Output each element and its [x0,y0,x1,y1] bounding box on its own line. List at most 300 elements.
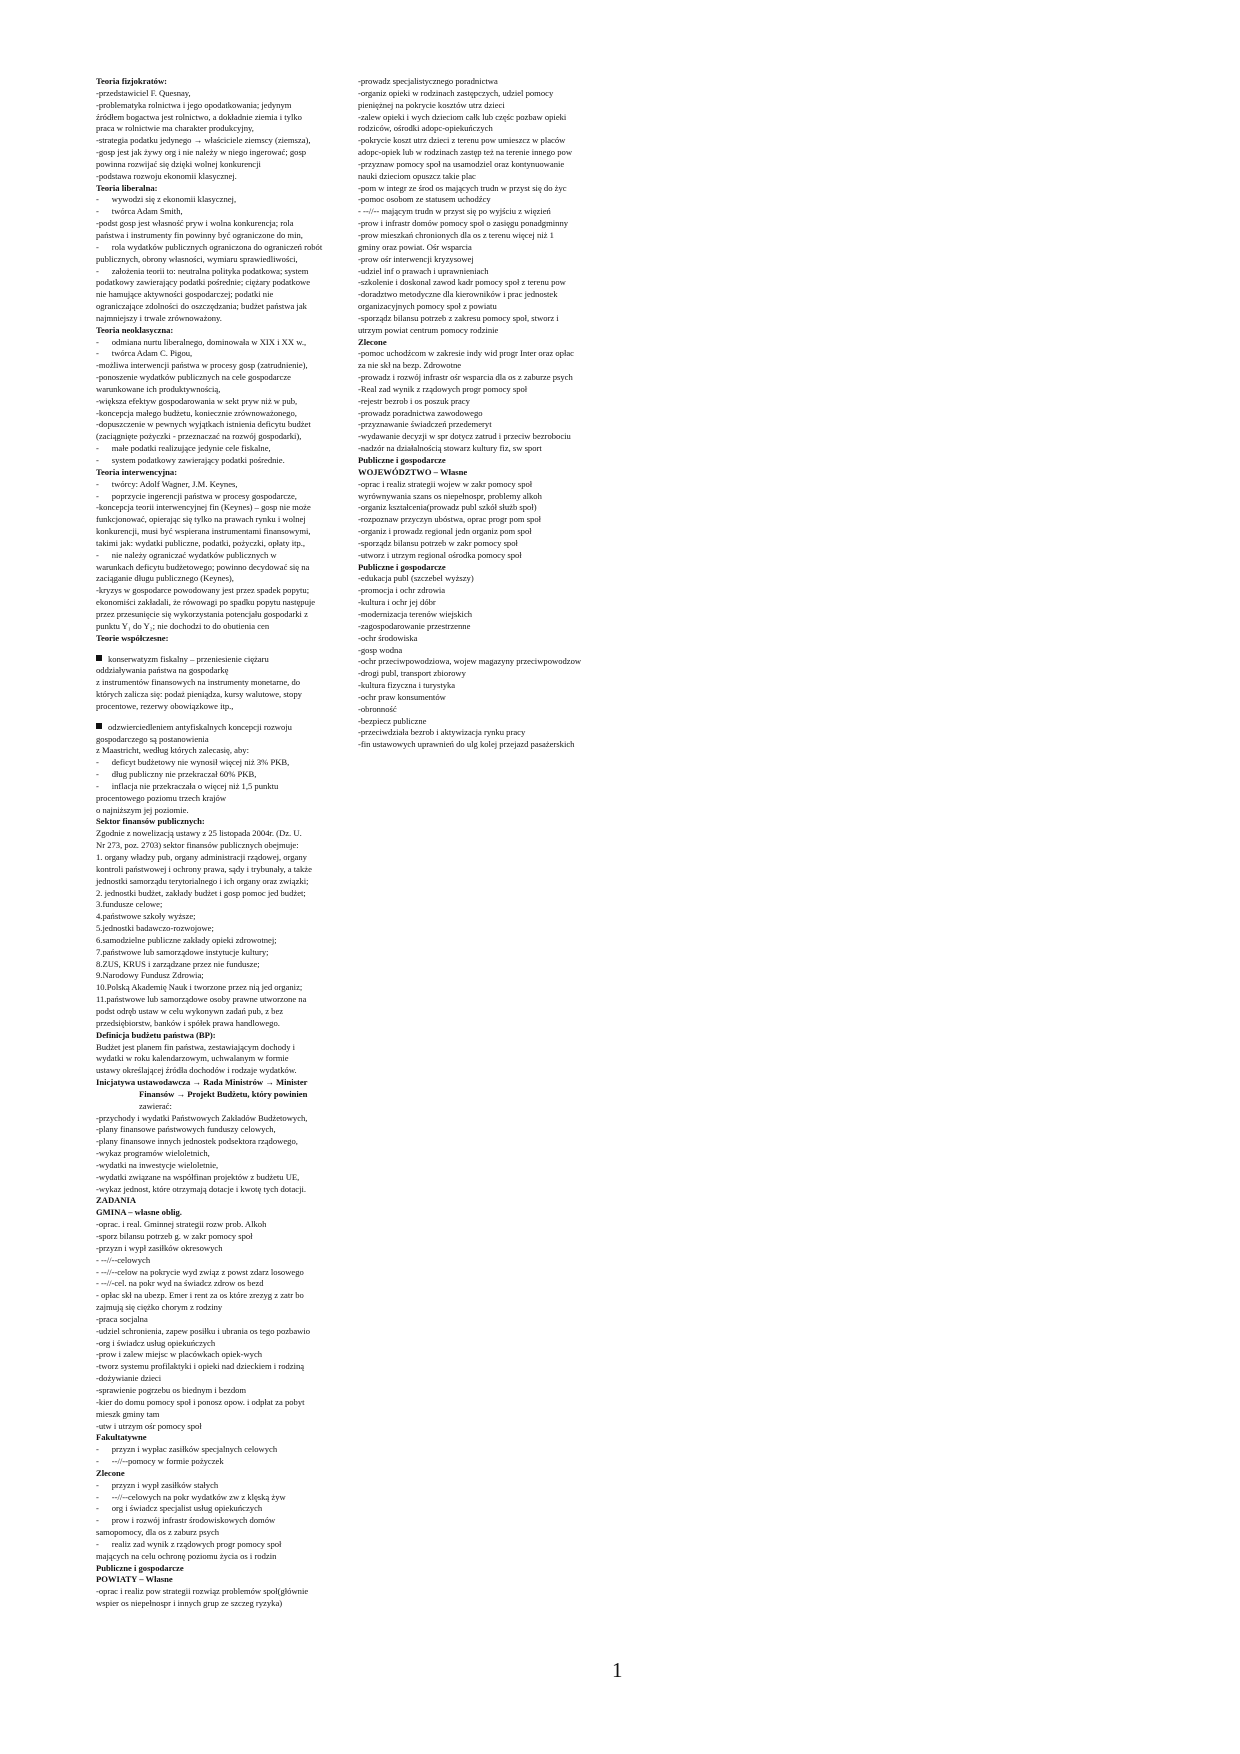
text-line-content: -doradztwo metodyczne dla kierowników i prac jednostek [358,289,558,300]
text-line-content: -strategia podatku jedynego → właściciele ziemscy (ziemsza), [96,135,311,146]
text-line-content: Teoria fizjokratów: [96,76,168,86]
text-line [96,384,356,396]
text-line-content: -dopuszczenie w pewnych wyjątkach istnienia deficytu budżet [96,419,311,430]
text-line-content: - --//--celowych [96,1254,151,1265]
text-line [358,360,620,372]
text-line [96,455,356,467]
text-line [358,716,620,728]
text-line-content: -prowadz poradnictwa zawodowego [358,407,483,418]
text-line-content: -przedstawiciel F. Quesnay, [96,87,191,98]
text-line-content: -tworz systemu profilaktyki i opieki nad dzieckiem i rodziną [96,1361,305,1372]
text-line [358,621,620,633]
text-line-content: - dług publiczny nie przekraczał 60% PKB, [96,769,257,780]
text-line [358,692,620,704]
text-line-content: mających na celu ochronę poziomu życia os i rodzin [96,1550,277,1561]
text-line [96,840,356,852]
text-line-content: - --//--pomocy w formie pożyczek [96,1456,224,1467]
text-line [96,301,356,313]
text-line-content: gminy oraz powiat. Ośr wsparcia [358,241,472,252]
text-line [96,337,356,349]
text-line [358,301,620,313]
text-line-content: -prow i infrastr domów pomocy społ o zasięgu ponadgminny [358,218,569,229]
text-line [96,1148,356,1160]
text-line-content: konserwatyzm fiskalny – przeniesienie ciężaru [108,653,269,664]
text-line-content: - realiz zad wynik z rządowych progr pomocy społ [96,1538,282,1549]
text-line [96,443,356,455]
text-line [96,76,356,88]
text-line-content: -drogi publ, transport zbiorowy [358,668,466,679]
text-line-content: - --//--celowych na pokr wydatków zw z klęską żyw [96,1491,286,1502]
text-line-content: utrzym powiat centrum pomocy rodzinie [358,324,499,335]
text-line [96,348,356,360]
text-line-content: -edukacja publ (szczebel wyższy) [358,573,474,584]
text-line [358,419,620,431]
text-line [96,1042,356,1054]
text-line-content: punktu Y₁ do Y₂; nie dochodzi to do obutienia cen [96,620,270,631]
text-line [96,701,356,713]
text-line-content: -podst gosp jest własność pryw i wolna konkurencja; rola [96,218,294,229]
text-line [358,455,620,467]
text-line-content: funkcjonować, opierając się tylko na prawach rynku i wolnej [96,514,306,525]
text-line-content: -szkolenie i doskonal zawod kadr pomocy społ z terenu pow [358,277,566,288]
text-line [96,959,356,971]
text-line [96,1385,356,1397]
text-line [96,1397,356,1409]
text-line-content: -prow mieszkań chronionych dla os z terenu więcej niż 1 [358,229,554,240]
text-line-content: -gosp wodna [358,644,403,655]
text-line [358,479,620,491]
text-line [358,76,620,88]
text-line-content: -zalew opieki i wych dzieciom całk lub częśc pozbaw opieki [358,111,567,122]
text-line-content: -przyzn i wypł zasiłków okresowych [96,1242,223,1253]
text-line [358,218,620,230]
text-line-content: -wydatki na inwestycje wieloletnie, [96,1159,219,1170]
text-line [358,313,620,325]
text-line-content: Teoria liberalna: [96,182,158,193]
text-line [96,1124,356,1136]
text-line-content: 5.jednostki badawczo-rozwojowe; [96,923,214,934]
text-line [96,597,356,609]
text-line [96,677,356,689]
text-line [96,1563,356,1575]
text-line [358,100,620,112]
text-line-content: - opłac skł na ubezp. Emer i rent za os które zrezyg z zatr bo [96,1290,304,1301]
text-line [96,372,356,384]
text-line-content: -kultura fizyczna i turystyka [358,680,456,691]
text-line-content: ograniczające zdolności do oszczędzania; budżet państwa jak [96,301,307,312]
text-line [96,538,356,550]
text-line-content: -wydatki związane na współfinan projektów z budżetu UE, [96,1171,300,1182]
text-line-content: -pomoc osobom ze statusem uchodźcy [358,194,491,205]
text-line-content: -nadzór na działalnością stowarz kultury fiz, sw sport [358,443,542,454]
text-line [358,289,620,301]
text-line-content: samopomocy, dla os z zaburz psych [96,1527,220,1538]
text-line-content: 1. organy władzy pub, organy administracji rządowej, organy [96,852,307,862]
text-line-content: -wykaz programów wieloletnich, [96,1148,210,1159]
text-line [358,550,620,562]
text-line-content: gospodarczego są postanowienia [96,733,209,744]
text-line-content: -prowadz i rozwój infrastr ośr wsparcia dla os z zaburze psych [358,372,573,383]
text-line-content: - przyzn i wypłac zasiłków specjalnych celowych [96,1444,278,1455]
text-line-content: zajmują się ciężko chorym z rodziny [96,1302,223,1313]
text-line [96,1302,356,1314]
text-line [96,1314,356,1326]
text-line-content: Zlecone [96,1467,125,1478]
text-line [96,135,356,147]
text-line [96,266,356,278]
text-line [96,514,356,526]
text-line [96,935,356,947]
text-line [96,609,356,621]
text-line-content: - deficyt budżetowy nie wynosił więcej niż 3% PKB, [96,757,290,768]
text-line-content: -przyznawanie świadczeń przedemeryt [358,419,492,430]
text-line-content: 3.fundusze celowe; [96,899,163,910]
text-line-content: państwa i instrumenty fin powinny być ograniczone do min, [96,229,303,240]
text-line-content: -organiz kształcenia(prowadz publ szkół służb społ) [358,502,537,513]
text-line-content: pieniężnej na pokrycie kosztów utrz dzieci [358,99,505,110]
text-line-content: -koncepcja teorii interwencyjnej fin (Keynes) – gosp nie może [96,502,311,513]
text-line-content: -utw i utrzym ośr pomocy społ [96,1420,202,1431]
text-line [96,1551,356,1563]
text-line [96,1361,356,1373]
text-line-content: -gosp jest jak żywy org i nie należy w niego ingerować; gosp [96,147,307,158]
text-line [96,218,356,230]
text-line [358,230,620,242]
text-line-content: najmniejszy i trwale zrównoważony. [96,312,222,323]
text-line-content: odzwierciedleniem antyfiskalnych koncepcji rozwoju [108,721,292,732]
text-line-content: -udziel schronienia, zapew posiłku i ubrania os tego pozbawio [96,1325,311,1336]
text-line [96,1338,356,1350]
text-line [96,1326,356,1338]
text-line-content: - --//--celow na pokrycie wyd związ z powst zdarz losowego [96,1266,304,1277]
text-line-content: ustawy określającej źródła dochodów i rodzaje wydatków. [96,1065,297,1076]
text-line-content: -sporządz bilansu potrzeb w zakr pomocy społ [358,537,518,548]
text-line-content: -przeciwdziała bezrob i aktywizacja rynku pracy [358,727,526,738]
text-line [96,1515,356,1527]
text-line-content: warunkach deficytu budżetowego; powinno decydować się na [96,561,310,572]
text-line [96,1089,356,1101]
text-line [96,479,356,491]
text-line-content: Nr 273, poz. 2703) sektor finansów publicznych obejmuje: [96,840,299,851]
text-line-content: adopc-opiek lub w rodzinach zastęp też na terenie innego pow [358,147,573,158]
text-line [358,585,620,597]
text-line-content: -pomoc uchodźcom w zakresie indy wid progr Inter oraz opłac [358,348,574,359]
left-column [96,76,356,1610]
text-line [96,1503,356,1515]
text-line-content: -kier do domu pomocy społ i ponosz opow. i odpłat za pobyt [96,1396,305,1407]
text-line-content: - --//-- mającym trudn w przyst się po wyjściu z więzień [358,206,551,217]
text-line-content: -udziel inf o prawach i uprawnieniach [358,265,489,276]
line-gap [96,645,356,654]
text-line [358,739,620,751]
text-line-content: 4.państwowe szkoły wyższe; [96,911,196,922]
text-line [96,828,356,840]
text-line [96,183,356,195]
text-line [96,1231,356,1243]
text-line [96,1136,356,1148]
text-line-content: POWIATY – Własne [96,1574,173,1585]
text-line [96,1278,356,1290]
text-line [96,852,356,864]
text-line [96,1172,356,1184]
text-line [358,372,620,384]
text-line [96,1243,356,1255]
text-line-content: (zaciągnięte pożyczki - przeznaczać na rozwój gospodarki), [96,431,302,442]
text-line [358,171,620,183]
text-line [96,573,356,585]
text-line-content: z instrumentów finansowych na instrumenty monetarne, do [96,677,301,688]
text-line [96,159,356,171]
text-line-content: rodziców, ośrodki adopc-opiekuńczych [358,123,493,134]
text-line-content: - wywodzi się z ekonomii klasycznej, [96,194,237,205]
text-line [96,1077,356,1089]
text-line-content: - poprzycie ingerencji państwa w procesy gospodarcze, [96,490,297,501]
text-line [358,408,620,420]
text-line-content: -promocja i ochr zdrowia [358,585,446,596]
text-line-content: Teorie współczesne: [96,632,169,643]
text-line-content: za nie skł na bezp. Zdrowotne [358,360,462,371]
text-line-content: -problematyka rolnictwa i jego opodatkowania; jedynym [96,99,292,110]
text-line [96,1065,356,1077]
text-line-content: -obronność [358,703,397,714]
text-line-content: podst odręb ustaw w celu wykonywn zadań pub, z bez [96,1005,284,1016]
text-line [96,1456,356,1468]
text-line [358,633,620,645]
text-line [96,734,356,746]
text-line [96,1160,356,1172]
text-line-content: -bezpiecz publiczne [358,715,427,726]
text-line-content: 8.ZUS, KRUS i zarządzane przez nie fundusze; [96,958,260,969]
text-line [96,864,356,876]
text-line-content: wyrównywania szans os niepełnospr, problemy alkoh [358,490,542,501]
text-line-content: Fakultatywne [96,1432,147,1443]
text-line [96,360,356,372]
text-line [358,135,620,147]
text-line [96,1267,356,1279]
text-line [96,621,356,633]
text-line [358,526,620,538]
text-line [96,947,356,959]
text-line [96,289,356,301]
text-line-content: -rozpoznaw przyczyn ubóstwa, oprac progr pom społ [358,514,542,525]
text-line [96,689,356,701]
text-line [96,911,356,923]
text-line [96,1030,356,1042]
text-line [358,254,620,266]
text-line [358,656,620,668]
text-line-content: źródłem bogactwa jest rolnictwo, a dokładnie ziemia i tylko [96,111,302,122]
text-line [96,1421,356,1433]
text-line [358,680,620,692]
text-line-content: takimi jak: wydatki publiczne, podatki, pożyczki, opłaty itp., [96,537,306,548]
text-line-content: wydatki w roku kalendarzowym, uchwalanym w formie [96,1053,289,1064]
text-line [358,396,620,408]
line-gap [96,713,356,722]
text-line [358,727,620,739]
text-line [96,1527,356,1539]
text-line-content: -przyznaw pomocy społ na usamodziel oraz kontynuowanie [358,158,565,169]
text-line-content: -oprac i realiz pow strategii rozwiąz problemów społ(głównie [96,1586,309,1597]
text-line-content: -przychody i wydatki Państwowych Zakładów Budżetowych, [96,1112,308,1123]
text-line-content: - prow i rozwój infrastr środowiskowych domów [96,1515,276,1526]
text-line-content: -utworz i utrzym regional ośrodka pomocy społ [358,549,522,560]
text-line [358,147,620,159]
text-line [96,502,356,514]
text-line-content: kontroli państwowej i ochrony prawa, sądy i trybunały, a także [96,863,312,874]
text-line [358,514,620,526]
text-line [96,230,356,242]
text-line [358,242,620,254]
text-line [96,526,356,538]
text-line [96,1480,356,1492]
text-line [358,159,620,171]
text-line [358,645,620,657]
text-line-content: konkurencji, musi być wspierana instrumentami finansowymi, [96,526,311,537]
text-line [96,242,356,254]
text-line-content: przez przesunięcie się wykorzystania potencjału gospodarki z [96,608,308,619]
text-line [96,1349,356,1361]
text-line-content: Publiczne i gospodarcze [96,1562,184,1573]
text-line-content: WOJEWÓDZTWO – Własne [358,466,468,477]
text-line [96,112,356,124]
text-line-content: z Maastricht, według których zalecasię, aby: [96,745,249,756]
text-line [96,1539,356,1551]
text-line-content: -ochr środowiska [358,632,418,643]
text-line [96,1586,356,1598]
text-line [96,1444,356,1456]
text-line-content: - odmiana nurtu liberalnego, dominowała w XIX i XX w., [96,336,307,347]
text-line [96,550,356,562]
text-line [358,266,620,278]
text-line [96,1113,356,1125]
text-line [96,408,356,420]
text-line [96,194,356,206]
text-line [96,206,356,218]
text-line-content: -oprac. i real. Gminnej strategii rozw prob. Alkoh [96,1219,267,1230]
text-line-content: Inicjatywa ustawodawcza → Rada Ministrów → Minister [96,1077,308,1088]
page-number: 1 [612,1658,623,1682]
text-line-content: -organiz opieki w rodzinach zastępczych, udziel pomocy [358,87,554,98]
text-line-content: warunkowane ich produktywnością, [96,383,221,394]
text-line [96,1373,356,1385]
text-line-content: praca w rolnictwie ma charakter produkcyjny, [96,123,254,134]
text-line [96,1468,356,1480]
text-line [96,1290,356,1302]
text-line-content: -zagospodarowanie przestrzenne [358,620,471,631]
text-line [96,745,356,757]
right-column [358,76,620,751]
text-line [96,147,356,159]
text-line [358,325,620,337]
text-line-content: -praca socjalna [96,1313,148,1324]
text-line [96,923,356,935]
text-line [96,982,356,994]
text-line [96,1219,356,1231]
text-line-content: -pokrycie koszt utrz dzieci z terenu pow umieszcz w placów [358,135,566,146]
text-line-content: publicznych, obrony własności, wymiaru sprawiedliwości, [96,253,298,264]
text-line-content: ZADANIA [96,1195,137,1206]
text-line [358,443,620,455]
text-line-content: -sprawienie pogrzebu os biednym i bezdom [96,1384,247,1395]
text-line-content: -pom w integr ze środ os mających trudn w przyst się do życ [358,182,567,193]
text-line-content: nie hamujące aktywności gospodarczej; podatki nie [96,289,274,300]
text-line-content: -większa efektyw gospodarowania w sekt pryw niż w pub, [96,395,298,406]
text-line-content: -wykaz jednost, które otrzymają dotacje i kwotę tych dotacji. [96,1183,306,1194]
text-line [96,1053,356,1065]
text-line [96,1195,356,1207]
text-line-content: Publiczne i gospodarcze [358,455,446,465]
text-line-content: Definicja budżetu państwa (BP): [96,1029,216,1040]
text-line [96,899,356,911]
text-line [358,597,620,609]
text-line [96,313,356,325]
text-line-content: Publiczne i gospodarcze [358,561,446,572]
text-line-content: -prow i zalew miejsc w placówkach opiek-wych [96,1349,263,1360]
text-line-content: - org i świadcz specjalist usług opiekuńczych [96,1503,263,1514]
text-line-content: 10.Polską Akademię Nauk i tworzone przez nią jed organiz; [96,982,303,993]
text-line-content: Budżet jest planem fin państwa, zestawiającym dochody i [96,1041,296,1052]
text-line-content: -plany finansowe państwowych funduszy celowych, [96,1124,276,1135]
text-line-content: -możliwa interwencji państwa w procesy gosp (zatrudnienie), [96,360,308,371]
text-line [96,1574,356,1586]
text-line [96,888,356,900]
text-line-content: -podstawa rozwoju ekonomii klasycznej. [96,170,237,181]
text-line [358,704,620,716]
text-line [96,876,356,888]
text-line-content: - małe podatki realizujące jedynie cele fiskalne, [96,443,271,454]
text-line-content: wspier os niepełnospr i innych grup ze szczeg ryzyka) [96,1598,283,1609]
text-line-content: - --//-cel. na pokr wyd na świadcz zdrow os bezd [96,1278,264,1289]
text-line [96,994,356,1006]
text-line [96,277,356,289]
text-line-content: -koncepcja małego budżetu, koniecznie zrównoważonego, [96,407,297,418]
text-line-content: - przyzn i wypł zasiłków stałych [96,1479,219,1490]
text-line [96,781,356,793]
text-line [96,1492,356,1504]
text-line-content: -sporz bilansu potrzeb g. w zakr pomocy społ [96,1231,253,1241]
text-line [96,585,356,597]
text-line-content: Teoria interwencyjna: [96,466,178,477]
text-line [358,573,620,585]
text-line [96,562,356,574]
text-line-content: -ochr przeciwpowodziowa, wojew magazyny przeciwpowodzow [358,656,582,667]
text-line-content: -ochr praw konsumentów [358,691,446,702]
text-line-content: -sporządz bilansu potrzeb z zakresu pomocy społ, stworz i [358,312,559,323]
text-line-content: oddziaływania państwa na gospodarkę [96,665,229,676]
text-line [358,668,620,680]
text-line-content: Finansów → Projekt Budżetu, który powinien [96,1088,308,1099]
text-line [96,1207,356,1219]
text-line [96,254,356,266]
text-line [358,491,620,503]
text-line-content: -kultura i ochr jej dóbr [358,597,436,608]
text-line-content: -org i świadcz usług opiekuńczych [96,1337,216,1348]
text-line [358,88,620,100]
text-line-content: - twórcy: Adolf Wagner, J.M. Keynes, [96,478,238,489]
text-line-content: mieszk gminy tam [96,1408,160,1419]
text-line [358,337,620,349]
text-line [96,88,356,100]
text-line-content: Teoria neoklasyczna: [96,324,174,335]
text-line-content: powinna rozwijać się dzięki wolnej konkurencji [96,158,261,169]
text-line-content: procentowe, rezerwy obowiązkowe itp., [96,700,234,711]
text-line-content: 6.samodzielne publiczne zakłady opieki zdrowotnej; [96,934,277,945]
text-line [358,206,620,218]
text-line-content: - rola wydatków publicznych ograniczona do ograniczeń robót [96,241,323,252]
text-line-content: -wydawanie decyzji w spr dotycz zatrud i przeciw bezrobociu [358,431,571,442]
text-line-content: - założenia teorii to: neutralna polityka podatkowa; system [96,265,309,276]
text-line-content: podatkowy zawierający podatki pośrednie; ciężary podatkowe [96,277,311,288]
